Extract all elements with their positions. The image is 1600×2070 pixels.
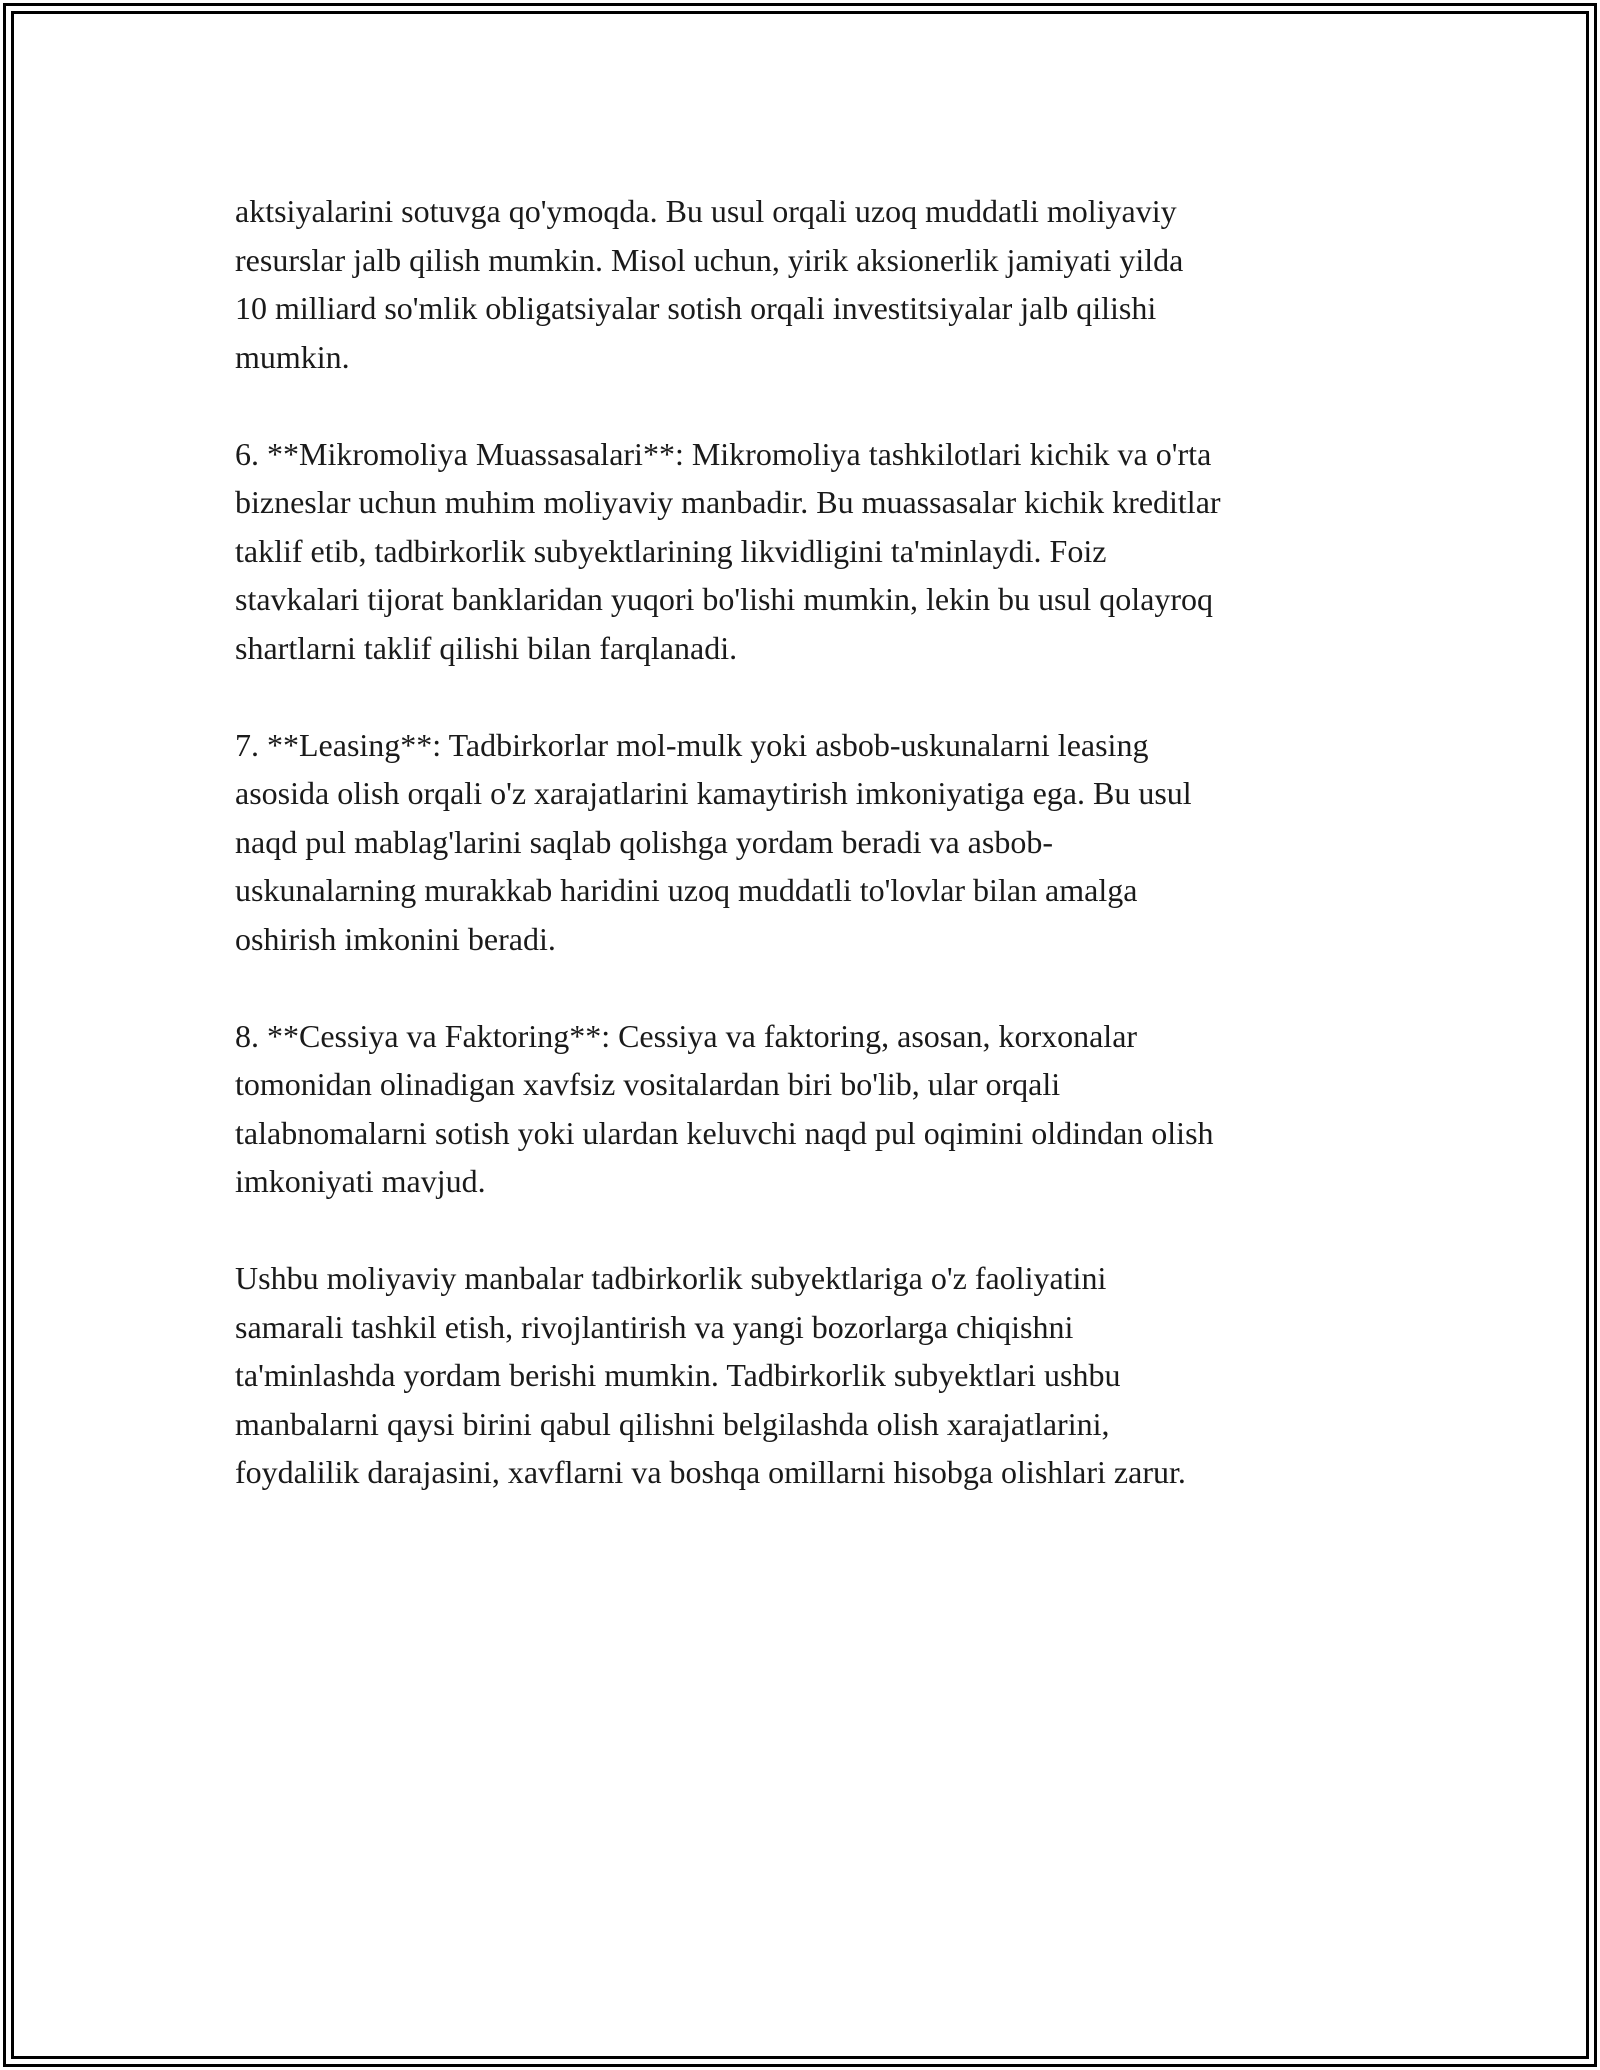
document-body: [235, 187, 1375, 1497]
paragraph-conclusion: Ushbu moliyaviy manbalar tadbirkorlik subyektlariga o'z faoliyatini samarali tashkil etish, rivojlantirish va yangi bozorlarga chiqishni ta'minlashda yordam berishi mumkin. Tadbirkorlik subyektlari ushbu manbalarni qaysi birini qabul qilishni belgilashda olish xarajatlarini, foydalilik darajasini, xavflarni va boshqa omillarni hisobga olishlari zarur.: [235, 1260, 1186, 1490]
paragraph-cession-factoring: 8. **Cessiya va Faktoring**: Cessiya va faktoring, asosan, korxonalar tomonidan olinadigan xavfsiz vositalardan biri bo'lib, ular orqali talabnomalarni sotish yoki ulardan keluvchi naqd pul oqimini oldindan olish imkoniyati mavjud.: [235, 1017, 1214, 1199]
paragraph-bonds-continued: aktsiyalarini sotuvga qo'ymoqda. Bu usul orqali uzoq muddatli moliyaviy resurslar jalb qilish mumkin. Misol uchun, yirik aksionerlik jamiyati yilda 10 milliard so'mlik obligatsiyalar sotish orqali investitsiyalar jalb qilishi mumkin.: [235, 193, 1184, 375]
paragraph-microfinance: 6. **Mikromoliya Muassasalari**: Mikromoliya tashkilotlari kichik va o'rta bizneslar uchun muhim moliyaviy manbadir. Bu muassasalar kichik kreditlar taklif etib, tadbirkorlik subyektlarining likvidligini ta'minlaydi. Foiz stavkalari tijorat banklaridan yuqori bo'lishi mumkin, lekin bu usul qolayroq shartlarni taklif qilishi bilan farqlanadi.: [235, 435, 1221, 666]
paragraph-leasing: 7. **Leasing**: Tadbirkorlar mol-mulk yoki asbob-uskunalarni leasing asosida olish orqali o'z xarajatlarini kamaytirish imkoniyatiga ega. Bu usul naqd pul mablag'larini saqlab qolishga yordam beradi va asbob- uskunalarning murakkab haridini uzoq muddatli to'lovlar bilan amalga oshirish imkonini beradi.: [235, 726, 1192, 957]
